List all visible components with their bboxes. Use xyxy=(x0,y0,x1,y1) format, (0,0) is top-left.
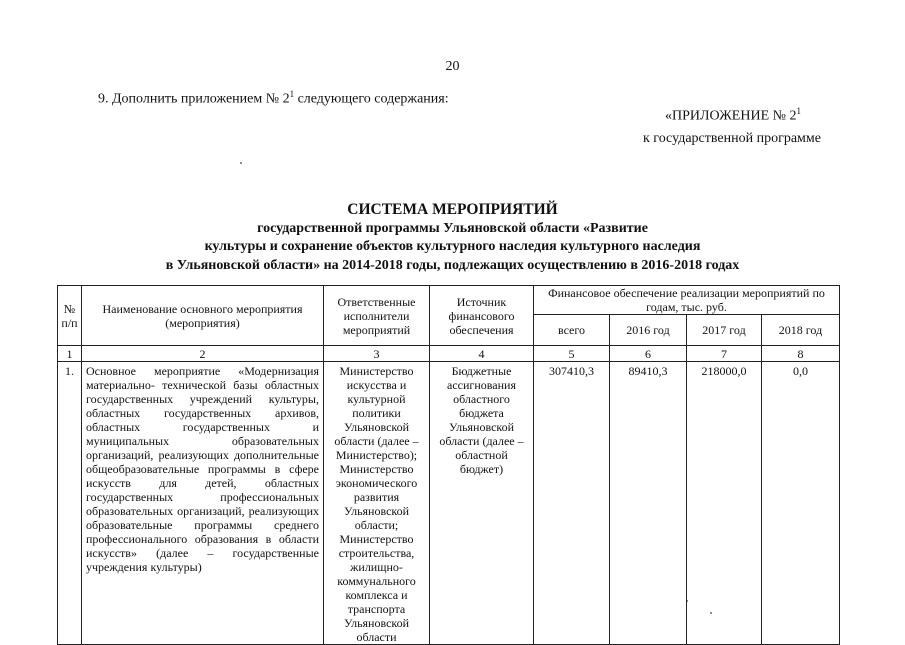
row-total: 307410,3 xyxy=(534,362,610,645)
header-name: Наименование основного мероприятия (мероприятия) xyxy=(82,286,324,346)
header-2016: 2016 год xyxy=(610,315,687,346)
header-source: Источник финансового обеспечения xyxy=(430,286,534,346)
col-number-cell: 5 xyxy=(534,346,610,362)
row-funding-source: Бюджетные ассигнования областного бюджета Ульяновской области (далее – областной бюджет) xyxy=(430,362,534,645)
scan-speck xyxy=(240,162,242,164)
amendment-item-9 xyxy=(98,89,449,108)
activities-table xyxy=(57,285,840,645)
col-number-cell: 7 xyxy=(687,346,762,362)
row-activity-name: Основное мероприятие «Модернизация материально- технической базы областных государственных учреждений культуры, областных государственных архивов, областных государственных и муниципальных образовательных организаций, реализующих дополнительные общеобразовательные программы в сфере искусств для детей, областных государственных профессиональных образовательных организаций, реализующих образовательные программы среднего профессионального образования в области искусств» (далее – государственные учреждения культуры) xyxy=(82,362,324,645)
heading-line-1: государственной программы Ульяновской области «Развитие xyxy=(257,220,648,236)
heading-title: СИСТЕМА МЕРОПРИЯТИЙ xyxy=(347,201,558,218)
heading-line-3: в Ульяновской области» на 2014-2018 годы, подлежащих осуществлению в 2016-2018 годах xyxy=(165,257,740,273)
col-number-cell: 6 xyxy=(610,346,687,362)
header-num: № п/п xyxy=(58,286,82,346)
header-2018: 2018 год xyxy=(762,315,840,346)
page-number: 20 xyxy=(445,59,460,74)
header-finance: Финансовое обеспечение реализации мероприятий по годам, тыс. руб. xyxy=(534,286,840,315)
appendix-subtitle: к государственной программе xyxy=(643,131,821,146)
appendix-title-text: «ПРИЛОЖЕНИЕ № 2 xyxy=(665,108,797,124)
row-2017: 218000,0 xyxy=(687,362,762,645)
document-heading xyxy=(0,201,905,275)
row-executors: Министерство искусства и культурной политики Ульяновской области (далее – Министерство); Министерство экономического развития Ульяновской области; Министерство строительства, жилищно-коммунального комплекса и транспорта Ульяновской области xyxy=(324,362,430,645)
col-number-cell: 1 xyxy=(58,346,82,362)
header-executors: Ответственные исполнители мероприятий xyxy=(324,286,430,346)
amendment-text: 9. Дополнить приложением № 2 xyxy=(98,91,290,107)
col-number-cell: 3 xyxy=(324,346,430,362)
amendment-tail: следующего содержания: xyxy=(294,91,449,107)
appendix-superscript: 1 xyxy=(796,106,801,116)
row-2018: 0,0 xyxy=(762,362,840,645)
col-number-cell: 2 xyxy=(82,346,324,362)
col-number-cell: 8 xyxy=(762,346,840,362)
header-2017: 2017 год xyxy=(687,315,762,346)
appendix-title xyxy=(665,106,801,125)
col-number-cell: 4 xyxy=(430,346,534,362)
table-row xyxy=(58,362,840,645)
amendment-superscript: 1 xyxy=(289,89,295,99)
row-2016: 89410,3 xyxy=(610,362,687,645)
row-num: 1. xyxy=(58,362,82,645)
header-total: всего xyxy=(534,315,610,346)
heading-line-2: культуры и сохранение объектов культурного наследия культурного наследия xyxy=(204,239,701,254)
